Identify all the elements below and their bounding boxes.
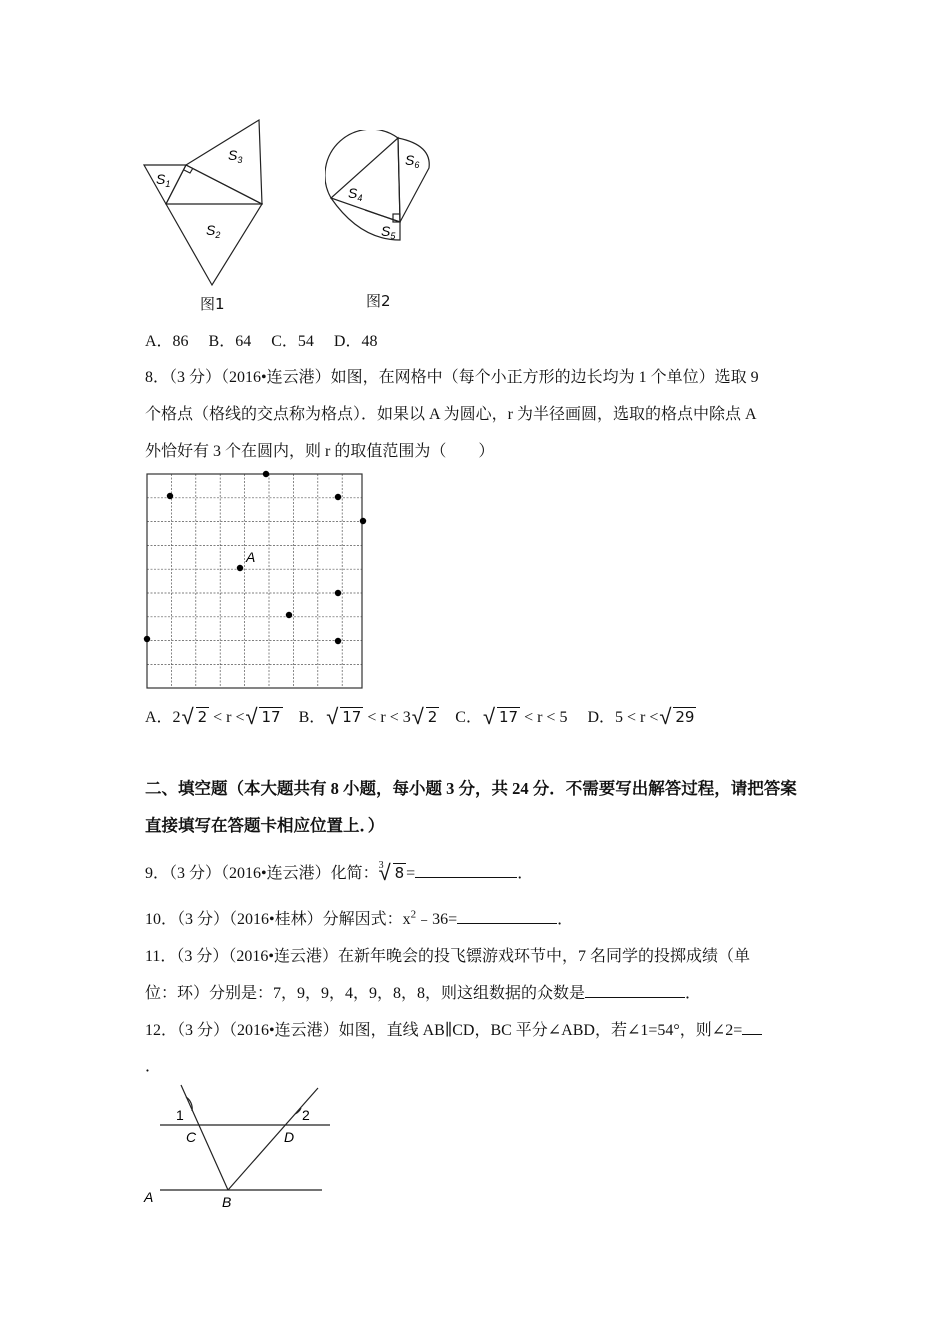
section-2-heading-line-1: 二、填空题（本大题共有 8 小题，每小题 3 分，共 24 分．不需要写出解答过程，请把答案 [145,779,797,798]
s6-label: $S_6$ [405,152,420,170]
q12-figure [140,1080,340,1212]
point-a-label: A [144,1189,154,1205]
q12-line-1: 12．（3 分）（2016•连云港）如图，直线 AB∥CD，BC 平分∠ABD，若∠1=54°，则∠2= [145,1017,762,1040]
q11-line-2: 位：环）分别是：7，9，9，4，9，8，8，则这组数据的众数是 ． [145,985,702,1002]
q12-answer-blank[interactable] [742,1020,762,1035]
q9-answer-blank[interactable] [415,863,517,878]
figure-2 [325,130,440,250]
s4-label: $S_4$ [348,185,363,203]
q11-answer-blank[interactable] [585,983,685,998]
q8-option-c: C．√ 17 < r < 5 [455,709,567,726]
q8-line-2: 个格点（格线的交点称为格点）．如果以 A 为圆心，r 为半径画圆，选取的格点中除点 A [145,406,757,423]
figure-2-caption: 图2 [366,292,391,310]
s3-label: $S_3$ [228,147,243,165]
angle-1-label: 1 [176,1107,184,1123]
line-bd [228,1088,318,1190]
section-2-heading-line-2: 直接填写在答题卡相应位置上．） [145,816,385,835]
point-c-label: C [186,1129,197,1145]
grid-point [263,471,269,477]
grid-point [167,493,173,499]
point-b-label: B [222,1194,232,1210]
q8-option-d: D．5 < r <√ 29 [587,709,696,726]
grid-point [335,590,341,596]
q8-option-b: B．√ 17 < r < 3√ 2 [299,709,440,726]
figure-1 [140,115,280,315]
point-d-label: D [284,1129,295,1145]
q10-answer-blank[interactable] [457,909,557,924]
q10: 10．（3 分）（2016•桂林）分解因式：$x^2﹣36=$ ． [145,908,574,928]
grid-point-a [237,565,243,571]
s2-label: $S_2$ [206,222,221,240]
q7-options: A．86 B．64 C．54 D．48 [145,333,378,350]
q8-options [145,704,696,727]
grid-point [144,636,150,642]
q8-line-1: 8．（3 分）（2016•连云港）如图，在网格中（每个小正方形的边长均为 1 个单位）选取 9 [145,369,759,386]
grid-point [335,638,341,644]
grid-point [335,494,341,500]
q9: 9．（3 分）（2016•连云港）化简：$^3$√ 8 = ． [145,860,533,883]
grid-point [286,612,292,618]
q12-line-2: ． [145,1058,162,1075]
q8-grid-figure [140,468,370,693]
s1-label: $S_1$ [156,171,171,189]
q8-option-a: A．2√ 2 < r <√ 17 [145,709,283,726]
angle-2-label: 2 [302,1107,310,1123]
grid-point [360,518,366,524]
point-a-label: A [246,549,256,565]
s5-label: $S_5$ [381,223,396,241]
q11-line-1: 11．（3 分）（2016•连云港）在新年晚会的投飞镖游戏环节中，7 名同学的投掷成绩（单 [145,948,751,965]
q8-line-3: 外恰好有 3 个在圆内，则 r 的取值范围为（ ） [145,443,495,460]
figure-1-caption: 图1 [200,295,225,313]
